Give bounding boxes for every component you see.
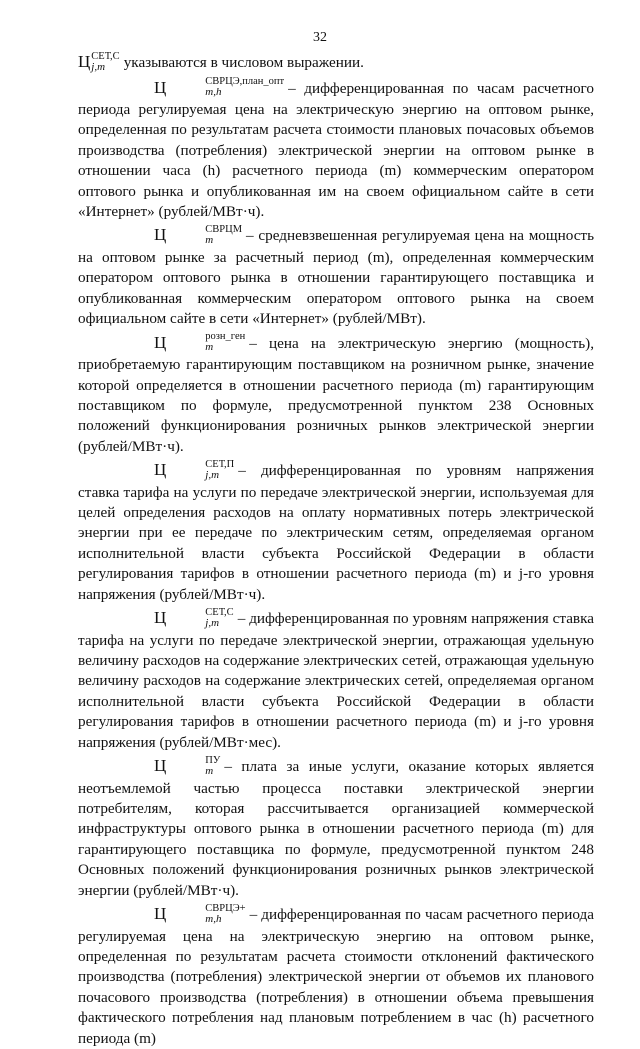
definition-text: – дифференцированная по часам расчетного периода регулируемая цена на электрическую энергию на оптовом рынке, определенная по результатам расчета стоимости отклонений фактического производства (потребления) электрической энергии от объемов их планового почасового производства (потребления) в отношении объема превышения фактического потребления над плановым потреблением в час (h) расчетного периода (m): [78, 906, 594, 1047]
page-number: 32: [313, 30, 327, 45]
definition-text: – дифференцированная по уровням напряжения ставка тарифа на услуги по передаче электрической энергии, используемая для целей определения расходов на оплату нормативных потерь электрической энергии при ее передаче по электрическим сетям, определяемая органом исполнительной власти субъекта Российской Федерации в области регулирования тарифов в отношении расчетного периода (m) и j-го уровня напряжения (рублей/МВт·ч).: [78, 462, 594, 603]
definition-text: – дифференцированная по уровням напряжения ставка тарифа на услуги по передаче электрической энергии, отражающая удельную величину расходов на содержание электрических сетей, отражающая удельную величину расходов на содержание электрических сетей, определяемая органом исполнительной власти субъекта Российской Федерации в области регулирования тарифов в отношении расчетного периода (m) и j-го уровня напряжения (рублей/МВт·мес).: [78, 610, 594, 751]
definition-paragraph: [78, 333, 594, 458]
definition-text: – цена на электрическую энергию (мощность), приобретаемую гарантирующим поставщиком на розничном рынке, значение которой определяется в отношении расчетного периода (m) гарантирующим поставщиком по формуле, предусмотренной пунктом 238 Основных положений функционирования розничных рынков электрической энергии (рублей/МВт·ч).: [78, 334, 594, 455]
definition-text: – плата за иные услуги, оказание которых является неотъемлемой частью процесса поставки электрической энергии потребителям, которая рассчитывается организацией коммерческой инфраструктуры оптового рынка в отношении расчетного периода (m) для гарантирующего поставщика по формуле, предусмотренной пунктом 248 Основных положений функционирования розничных рынков электрической энергии (рублей/МВт·ч).: [78, 758, 594, 899]
formula-symbol: Ц СЕТ,С j,m: [154, 606, 234, 629]
formula-symbol: Ц СЕТ,П j,m: [154, 458, 235, 481]
definition-text: – средневзвешенная регулируемая цена на мощность на оптовом рынке за расчетный период (m), определенная коммерческим оператором оптового рынка в отношении гарантирующего поставщика и опубликованная коммерческим оператором оптового рынка на своем официальном сайте в сети «Интернет» (рублей/МВт).: [78, 227, 594, 328]
definition-paragraph: [78, 225, 594, 329]
definition-paragraph: [78, 756, 594, 901]
formula-symbol: Ц розн_ген m: [154, 331, 246, 354]
definition-text: – дифференцированная по часам расчетного периода регулируемая цена на электрическую энергию на оптовом рынке, определенная по результатам расчета стоимости плановых почасовых объемов производства (потребления) электрической энергии на оптовом рынке в отношении часа (h) расчетного периода (m) коммерческим оператором оптового рынка и опубликованная им на своем официальном сайте в сети «Интернет» (рублей/МВт·ч).: [78, 79, 594, 221]
document-body: [78, 52, 594, 1049]
definition-text: указываются в числовом выражении.: [123, 54, 364, 71]
definition-paragraph: [78, 78, 594, 223]
formula-symbol: Ц СВРЦЭ+ m,h: [154, 902, 246, 925]
definition-paragraph: [78, 52, 594, 75]
formula-symbol: Ц СЕТ,С j,m: [78, 50, 120, 73]
definition-paragraph: [78, 904, 594, 1049]
formula-symbol: Ц СВРЦЭ,план_опт m,h: [154, 76, 285, 99]
definition-paragraph: [78, 608, 594, 753]
formula-symbol: Ц ПУ m: [154, 754, 221, 777]
formula-symbol: Ц СВРЦМ m: [154, 223, 243, 246]
definition-paragraph: [78, 460, 594, 605]
